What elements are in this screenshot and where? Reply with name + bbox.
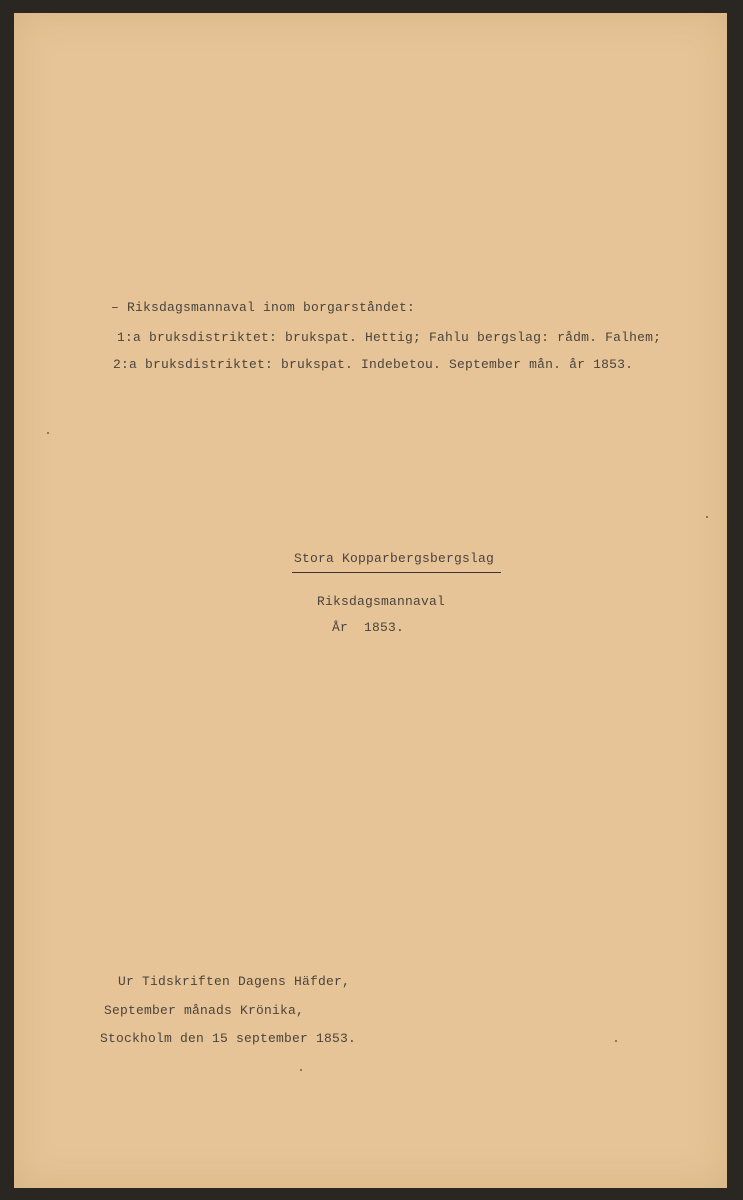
document-sheet — [14, 13, 727, 1188]
paper-speck — [706, 516, 708, 518]
source-line-3: Stockholm den 15 september 1853. — [100, 1031, 357, 1046]
title-heading: Stora Kopparbergsbergslag — [294, 551, 495, 566]
source-line-1: Ur Tidskriften Dagens Häfder, — [118, 974, 351, 989]
paper-speck — [300, 1069, 302, 1071]
title-underline — [292, 572, 501, 573]
intro-line-3: 2:a bruksdistriktet: brukspat. Indebetou. September mån. år 1853. — [113, 357, 634, 372]
title-year: År 1853. — [332, 620, 405, 635]
source-line-2: September månads Krönika, — [104, 1003, 305, 1018]
paper-speck — [47, 432, 49, 434]
title-subheading: Riksdagsmannaval — [317, 594, 446, 609]
intro-line-1: – Riksdagsmannaval inom borgarståndet: — [111, 300, 416, 315]
intro-line-2: 1:a bruksdistriktet: brukspat. Hettig; Fahlu bergslag: rådm. Falhem; — [117, 330, 662, 345]
paper-speck — [615, 1040, 617, 1042]
